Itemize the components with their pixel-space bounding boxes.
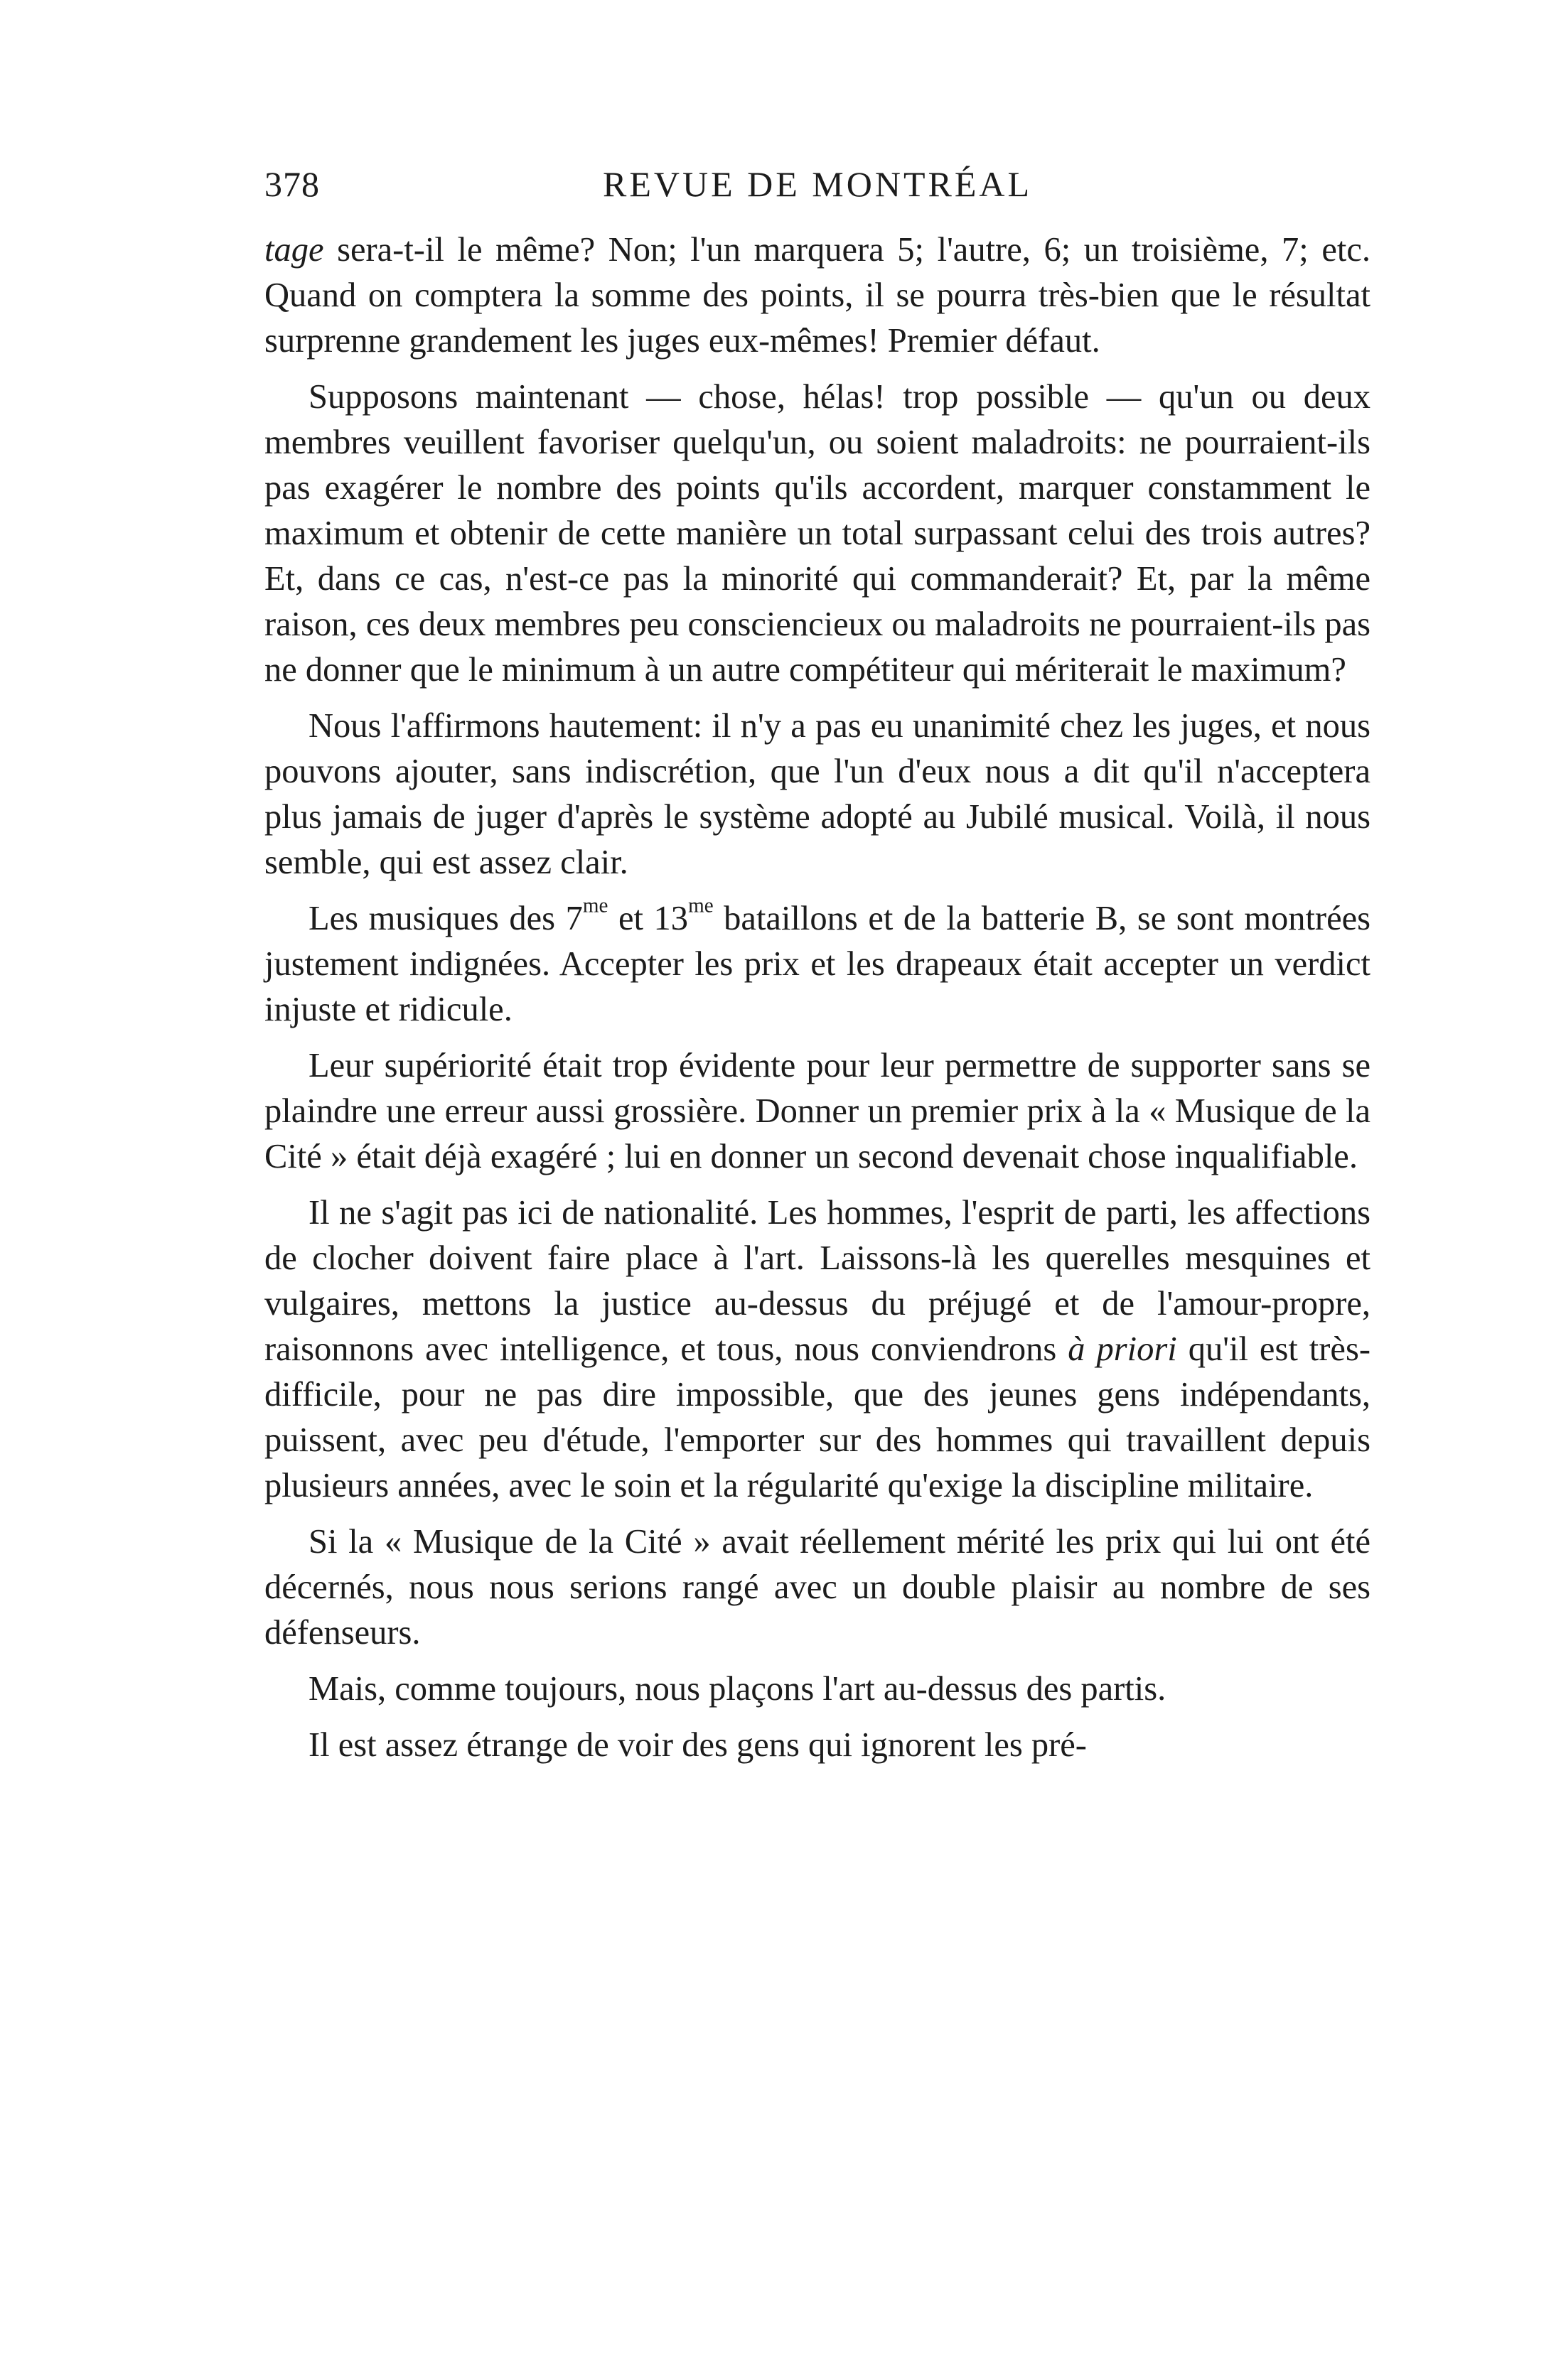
paragraph-3: Nous l'affirmons hautement: il n'y a pas eu unanimité chez les juges, et nous pouvons ajouter, sans indiscrétion, que l'un d'eux nous a dit qu'il n'acceptera plus jamais de juger d'après le système adopté au Jubilé musical. Voilà, il nous semble, qui est assez clair.: [264, 707, 1370, 881]
paragraph-6-italic: à priori: [1068, 1330, 1177, 1368]
paragraph-8: Mais, comme toujours, nous plaçons l'art au-dessus des partis.: [309, 1670, 1166, 1708]
page-header: [264, 163, 1370, 227]
paragraph-6-before-italic: Il ne s'agit pas ici de nationalité. Les hommes, l'esprit de parti, les affections de clocher doivent faire place à l'art. Laissons-là les querelles mesquines et vulgaires, mettons la justice au-dessus du préjugé et de l'amour-propre, raisonnons avec intelligence, et tous, nous conviendrons: [264, 1194, 1370, 1368]
paragraph-1: [264, 227, 1370, 364]
paragraph-4-seg2: et 13: [608, 900, 689, 937]
paragraph-1-text: sera-t-il le même? Non; l'un marquera 5; l'autre, 6; un troisième, 7; etc. Quand on comptera la somme des points, il se pourra très-bien que le résultat surprenne grandement les juges eux-mêmes! Premier défaut.: [264, 231, 1370, 360]
paragraph-4-seg3: bataillons et de la batterie B, se sont montrées justement indignées. Accepter les prix et les drapeaux était accepter un verdict injuste et ridicule.: [264, 900, 1370, 1028]
paragraph-5: Leur supériorité était trop évidente pour leur permettre de supporter sans se plaindre une erreur aussi grossière. Donner un premier prix à la « Musique de la Cité » était déjà exagéré ; lui en donner un second devenait chose inqualifiable.: [264, 1047, 1370, 1175]
ordinal-suffix-7: me: [582, 894, 608, 917]
ordinal-suffix-13: me: [688, 894, 714, 917]
body-text: [264, 227, 1370, 1768]
book-page: [264, 163, 1370, 1768]
page-number: 378: [264, 164, 320, 204]
paragraph-2: Supposons maintenant — chose, hélas! trop possible — qu'un ou deux membres veuillent favoriser quelqu'un, ou soient maladroits: ne pourraient-ils pas exagérer le nombre des points qu'ils accordent, marquer constamment le maximum et obtenir de cette manière un total surpassant celui des trois autres? Et, dans ce cas, n'est-ce pas la minorité qui commanderait? Et, par la même raison, ces deux membres peu consciencieux ou maladroits ne pourraient-ils pas ne donner que le minimum à un autre compétiteur qui mériterait le maximum?: [264, 378, 1370, 689]
paragraph-6-after-italic: qu'il est très-difficile, pour ne pas dire impossible, que des jeunes gens indépendants, puissent, avec peu d'étude, l'emporter sur des hommes qui travaillent depuis plusieurs années, avec le soin et la régularité qu'exige la discipline militaire.: [264, 1330, 1370, 1504]
paragraph-4: [264, 896, 1370, 1033]
paragraph-6: [264, 1190, 1370, 1509]
paragraph-7: Si la « Musique de la Cité » avait réellement mérité les prix qui lui ont été décernés, nous nous serions rangé avec un double plaisir au nombre de ses défenseurs.: [264, 1523, 1370, 1652]
paragraph-9: Il est assez étrange de voir des gens qui ignorent les pré-: [309, 1726, 1087, 1764]
running-title: REVUE DE MONTRÉAL: [602, 164, 1033, 204]
paragraph-4-seg1: Les musiques des 7: [309, 900, 583, 937]
paragraph-1-lead-italic: tage: [264, 231, 324, 269]
